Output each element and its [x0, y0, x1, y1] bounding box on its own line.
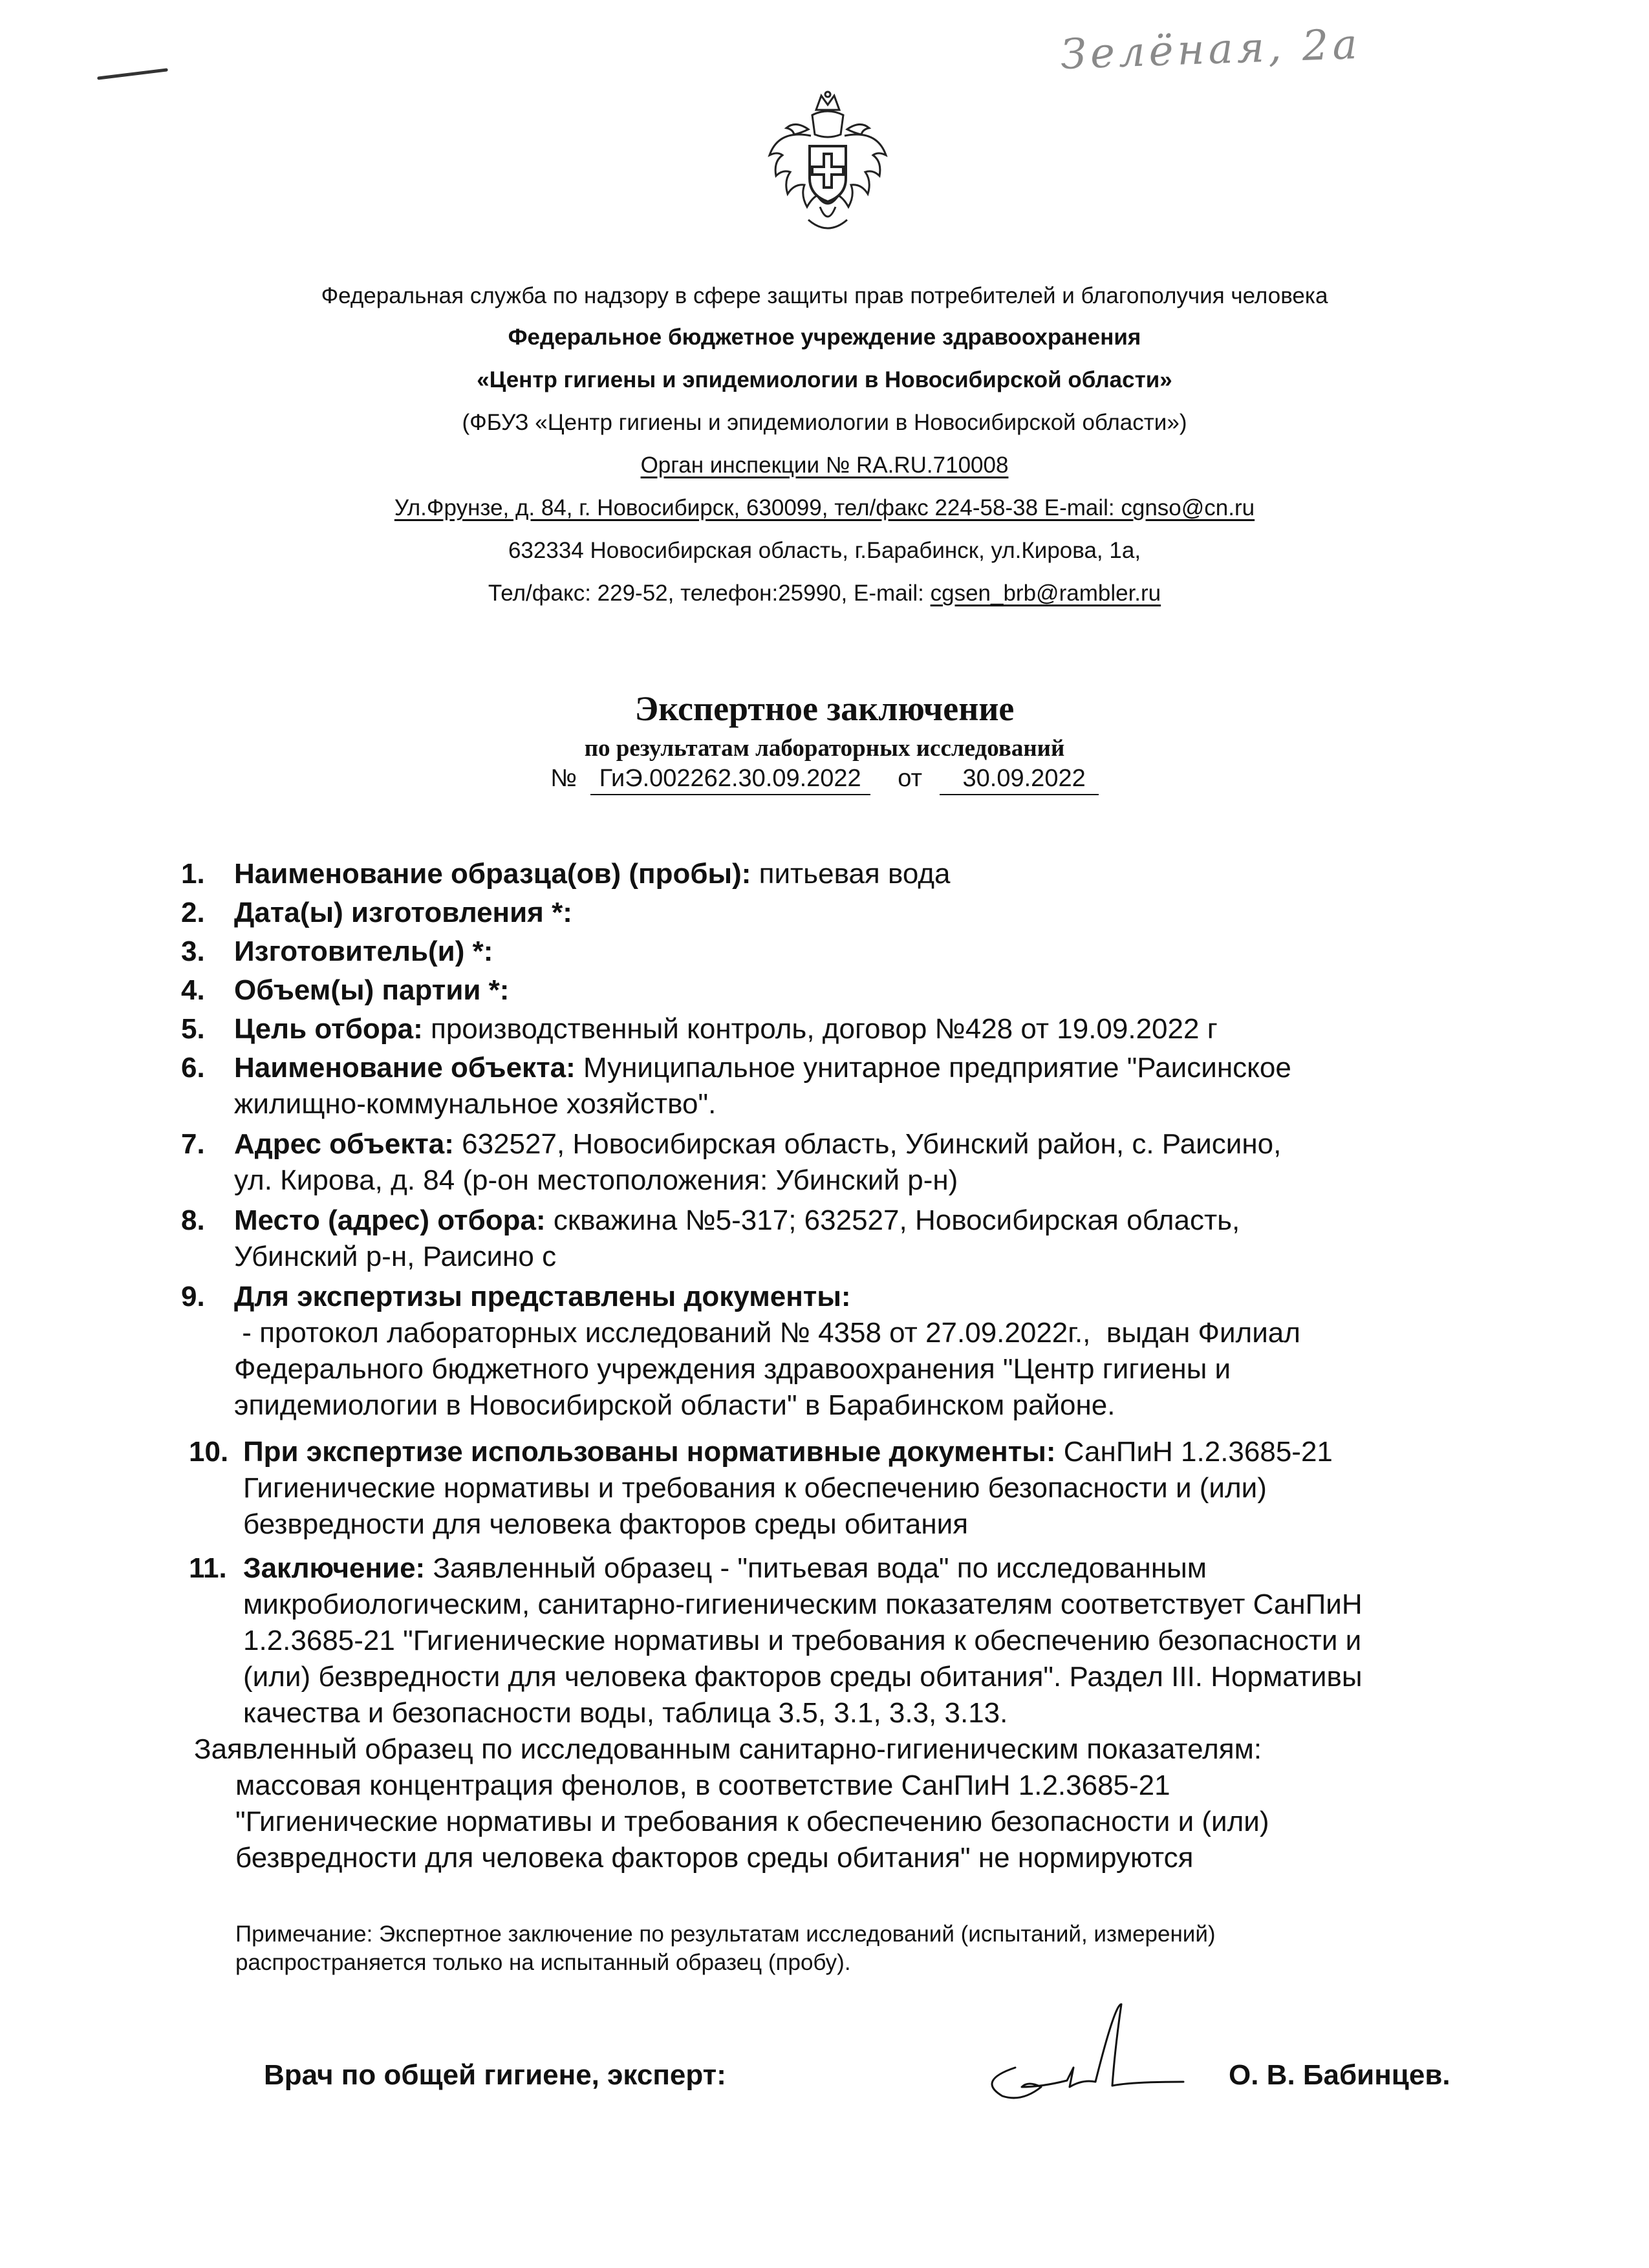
item-number: 9.	[181, 1281, 205, 1312]
item-body	[234, 1050, 1507, 1122]
item-label: При экспертизе использованы нормативные документы:	[243, 1436, 1056, 1468]
item-value: Муниципальное унитарное предприятие "Раисинское	[583, 1052, 1291, 1084]
item-number: 10.	[189, 1436, 229, 1468]
item-label: Цель отбора:	[234, 1013, 423, 1045]
item-body	[234, 895, 1507, 931]
header-short-name: (ФБУЗ «Центр гигиены и эпидемиологии в Новосибирской области»)	[462, 410, 1187, 435]
header-branch-contacts-prefix: Тел/факс: 229-52, телефон:25990, E-mail:	[488, 581, 931, 606]
item-number: 3.	[181, 936, 205, 967]
item-body	[234, 1126, 1507, 1199]
item-label: Наименование объекта:	[234, 1052, 576, 1084]
extra-conclusion-line: "Гигиенические нормативы и требования к обеспечению безопасности и (или)	[235, 1806, 1269, 1837]
document-title: Экспертное заключение	[634, 689, 1015, 728]
item-value-line: ул. Кирова, д. 84 (р-он местоположения: Убинский р-н)	[234, 1164, 958, 1196]
note-line: распространяется только на испытанный образец (пробу).	[235, 1950, 851, 1975]
header-inspection-body: Орган инспекции № RA.RU.710008	[640, 453, 1009, 478]
item-value: 632527, Новосибирская область, Убинский район, с. Раисино,	[462, 1128, 1282, 1160]
item-label: Объем(ы) партии *:	[234, 974, 510, 1006]
header-institution-line1: Федеральное бюджетное учреждение здравоохранения	[508, 325, 1141, 350]
item-body	[234, 972, 1507, 1009]
item-label: Место (адрес) отбора:	[234, 1204, 546, 1236]
item-body	[234, 856, 1507, 892]
item-value-line: Гигиенические нормативы и требования к обеспечению безопасности и (или)	[243, 1472, 1267, 1504]
document-date: 30.09.2022	[940, 763, 1099, 795]
item-label: Заключение:	[243, 1552, 426, 1584]
item-value: производственный контроль, договор №428 от 19.09.2022 г	[431, 1013, 1218, 1045]
header-institution-line2: «Центр гигиены и эпидемиологии в Новосибирской области»	[477, 367, 1172, 392]
item-number: 11.	[189, 1552, 227, 1584]
signature-scribble	[957, 1991, 1203, 2121]
pen-mark	[97, 68, 168, 80]
item-value-line: эпидемиологии в Новосибирской области" в Барабинском районе.	[234, 1389, 1116, 1421]
item-value: питьевая вода	[759, 858, 951, 890]
item-label: Изготовитель(и) *:	[234, 936, 493, 967]
item-value-line: качества и безопасности воды, таблица 3.5, 3.1, 3.3, 3.13.	[243, 1697, 1008, 1729]
date-prefix: от	[898, 765, 922, 792]
item-value-line: - протокол лабораторных исследований № 4358 от 27.09.2022г., выдан Филиал	[234, 1317, 1300, 1349]
document-number-line	[0, 763, 1649, 795]
item-number: 2.	[181, 897, 205, 928]
item-body	[234, 934, 1507, 970]
item-number: 7.	[181, 1128, 205, 1160]
item-number: 4.	[181, 974, 205, 1006]
item-value-line: безвредности для человека факторов среды обитания	[243, 1508, 969, 1540]
item-value-line: Убинский р-н, Раисино с	[234, 1241, 557, 1272]
item-label: Наименование образца(ов) (пробы):	[234, 858, 751, 890]
note-line: Примечание: Экспертное заключение по результатам исследований (испытаний, измерений)	[235, 1921, 1216, 1947]
item-number: 6.	[181, 1052, 205, 1084]
item-value-line: Федерального бюджетного учреждения здравоохранения "Центр гигиены и	[234, 1353, 1231, 1385]
emblem-icon	[763, 91, 892, 239]
extra-conclusion	[194, 1731, 1269, 1876]
header-branch-address: 632334 Новосибирская область, г.Барабинск, ул.Кирова, 1а,	[508, 538, 1141, 563]
item-value: скважина №5-317; 632527, Новосибирская область,	[553, 1204, 1240, 1236]
item-value-line: (или) безвредности для человека факторов среды обитания". Раздел III. Нормативы	[243, 1661, 1363, 1693]
document-number: ГиЭ.002262.30.09.2022	[590, 763, 870, 795]
header-service: Федеральная служба по надзору в сфере защиты прав потребителей и благополучия человека	[321, 283, 1328, 308]
item-body	[234, 1279, 1507, 1424]
item-value-line: жилищно-коммунальное хозяйство".	[234, 1088, 717, 1120]
item-label: Адрес объекта:	[234, 1128, 454, 1160]
header-branch-contacts	[0, 579, 1649, 608]
item-number: 8.	[181, 1204, 205, 1236]
document-subtitle: по результатам лабораторных исследований	[584, 735, 1065, 762]
number-prefix: №	[550, 765, 577, 792]
item-body	[243, 1434, 1514, 1543]
header-inspection-body-wrap	[0, 451, 1649, 480]
extra-conclusion-line: массовая концентрация фенолов, в соответствие СанПиН 1.2.3685-21	[235, 1770, 1170, 1801]
item-value-line: 1.2.3685-21 "Гигиенические нормативы и требования к обеспечению безопасности и	[243, 1625, 1362, 1656]
item-value: Заявленный образец - "питьевая вода" по исследованным	[433, 1552, 1207, 1584]
item-body	[234, 1011, 1507, 1047]
item-value-line: микробиологическим, санитарно-гигиеническим показателям соответствует СанПиН	[243, 1589, 1363, 1620]
item-label: Для экспертизы представлены документы:	[234, 1281, 851, 1312]
item-value: СанПиН 1.2.3685-21	[1063, 1436, 1333, 1468]
item-body	[234, 1203, 1507, 1275]
header-branch-email[interactable]: cgsen_brb@rambler.ru	[930, 581, 1161, 606]
signature-name: О. В. Бабинцев.	[1229, 2059, 1450, 2091]
signature-role: Врач по общей гигиене, эксперт:	[264, 2059, 726, 2091]
extra-conclusion-line: безвредности для человека факторов среды обитания" не нормируются	[235, 1842, 1194, 1874]
note	[235, 1920, 1216, 1977]
header-main-address[interactable]: Ул.Фрунзе, д. 84, г. Новосибирск, 630099, тел/факс 224-58-38 E-mail: cgnso@cn.ru	[394, 495, 1255, 520]
item-body	[243, 1550, 1514, 1731]
extra-conclusion-line: Заявленный образец по исследованным санитарно-гигиеническим показателям:	[194, 1733, 1262, 1765]
item-number: 1.	[181, 858, 205, 890]
handwritten-note: Зелёная, 2а	[1059, 20, 1362, 80]
item-label: Дата(ы) изготовления *:	[234, 897, 572, 928]
item-number: 5.	[181, 1013, 205, 1045]
header-main-address-wrap	[0, 494, 1649, 522]
